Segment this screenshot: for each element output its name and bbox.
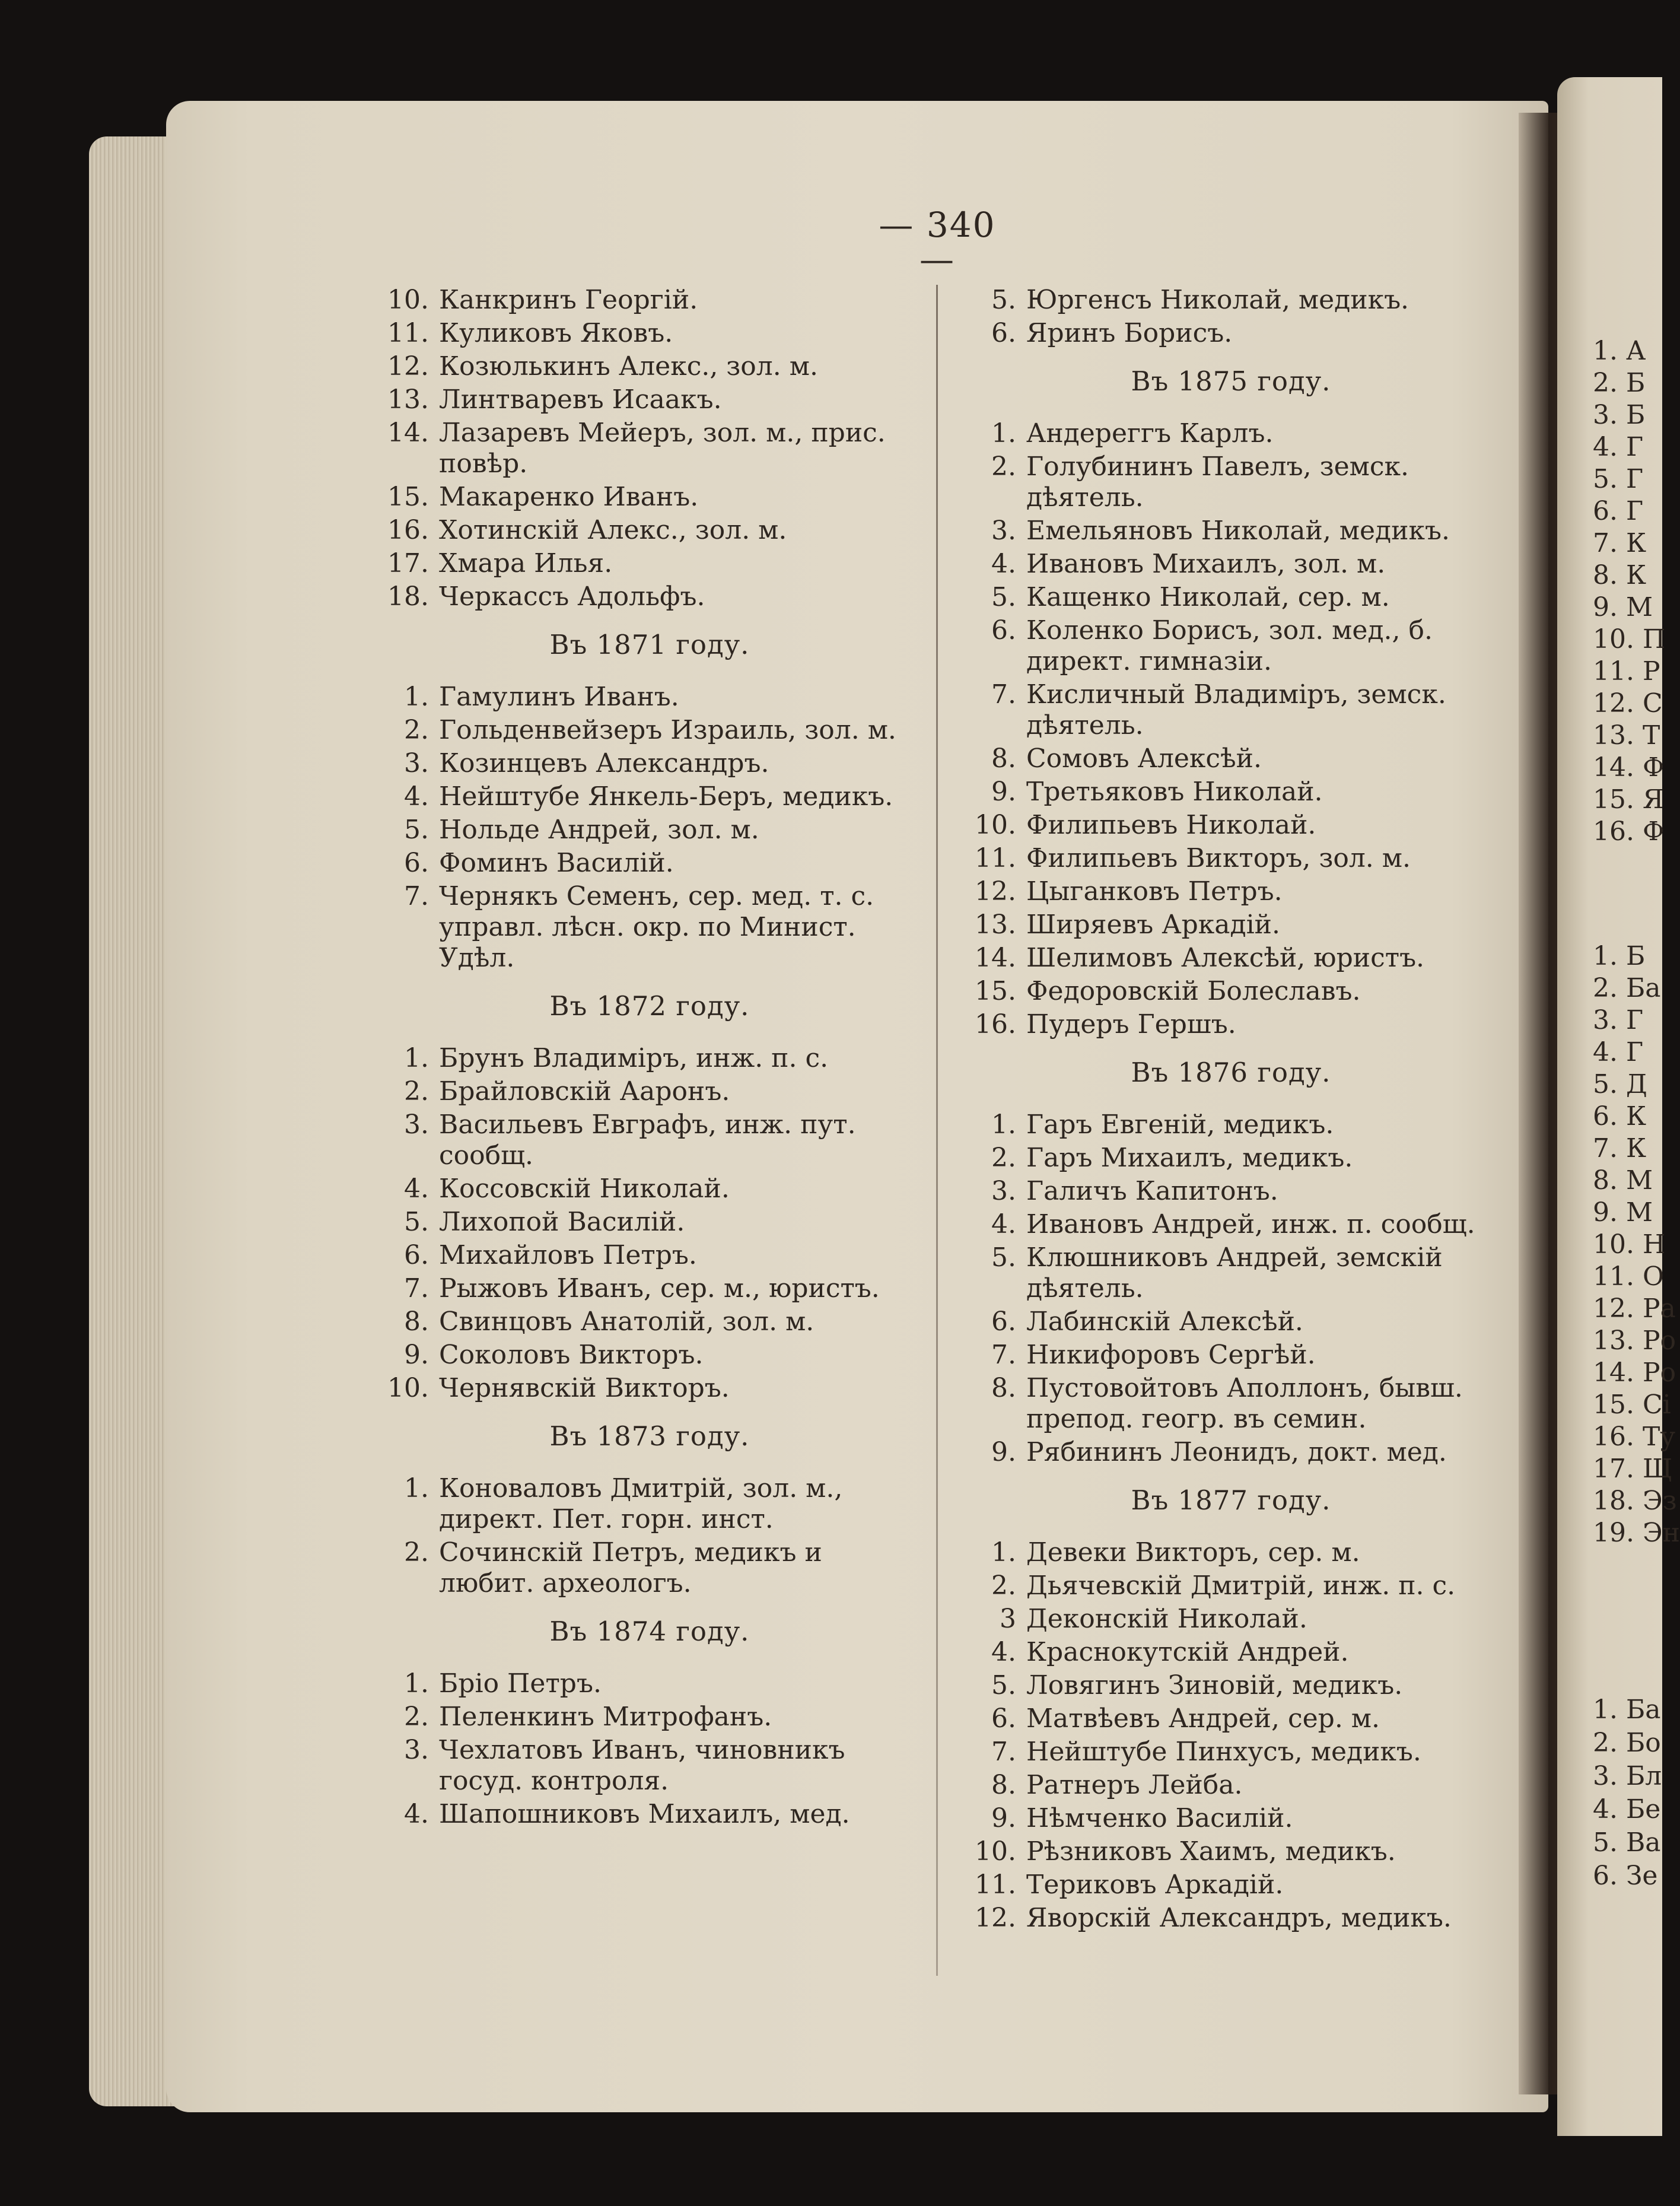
entry-text: Рябининъ Леонидъ, докт. мед. bbox=[1026, 1437, 1447, 1467]
list-item bbox=[383, 1735, 917, 1797]
entry-text: Никифоровъ Сергѣй. bbox=[1026, 1340, 1316, 1370]
entry-number: 3. bbox=[404, 1735, 429, 1765]
entry-number: 1. bbox=[404, 1043, 429, 1073]
next-page-text: 15. Я bbox=[1593, 784, 1664, 815]
entry-number: 6. bbox=[404, 1240, 429, 1270]
list-item bbox=[970, 549, 1492, 580]
list-item bbox=[970, 810, 1492, 841]
column-rule bbox=[936, 285, 938, 1976]
next-page-text: 12. Ра bbox=[1593, 1293, 1676, 1324]
entry-number: 5. bbox=[991, 582, 1016, 612]
list-item bbox=[970, 1242, 1492, 1304]
entry-text: Лазаревъ Мейеръ, зол. м., прис. повѣр. bbox=[439, 418, 886, 479]
next-page-text: 10. Н bbox=[1593, 1229, 1666, 1260]
entry-text: Нольде Андрей, зол. м. bbox=[439, 815, 759, 845]
list-item bbox=[970, 1110, 1492, 1140]
list-item bbox=[383, 351, 917, 382]
entry-number: 3. bbox=[404, 1110, 429, 1140]
entry-number: 4. bbox=[404, 1174, 429, 1204]
list-item bbox=[383, 418, 917, 479]
next-page-text: 3. Б bbox=[1593, 400, 1646, 430]
list-item bbox=[970, 1176, 1492, 1207]
list-item bbox=[383, 581, 917, 612]
entry-text: Девеки Викторъ, сер. м. bbox=[1026, 1537, 1360, 1568]
entry-number: 10. bbox=[975, 1836, 1016, 1867]
entry-text: Ивановъ Михаилъ, зол. м. bbox=[1026, 549, 1386, 579]
entry-text: Брайловскій Ааронъ. bbox=[439, 1076, 730, 1107]
entry-text: Третьяковъ Николай. bbox=[1026, 777, 1323, 807]
entry-text: Гамулинъ Иванъ. bbox=[439, 682, 679, 712]
entry-number: 12. bbox=[975, 876, 1016, 907]
next-page-text: 4. Г bbox=[1593, 1037, 1644, 1067]
entry-number: 1. bbox=[991, 1110, 1016, 1140]
list-item bbox=[383, 1043, 917, 1074]
list-item bbox=[970, 843, 1492, 874]
next-page-text: 1. А bbox=[1593, 336, 1646, 366]
next-page-text: 2. Б bbox=[1593, 368, 1646, 398]
list-item bbox=[970, 1209, 1492, 1240]
entry-number: 2. bbox=[991, 452, 1016, 482]
entry-number: 6. bbox=[404, 848, 429, 878]
entry-text: Гольденвейзеръ Израиль, зол. м. bbox=[439, 715, 896, 745]
entry-number: 9. bbox=[991, 1803, 1016, 1833]
entry-text: Лабинскій Алексѣй. bbox=[1026, 1307, 1303, 1337]
entry-number: 9. bbox=[404, 1340, 429, 1370]
list-item bbox=[383, 1702, 917, 1733]
entry-number: 8. bbox=[991, 1373, 1016, 1403]
next-page-text: 6. К bbox=[1593, 1101, 1647, 1131]
entry-number: 15. bbox=[975, 976, 1016, 1006]
year-heading: Въ 1872 году. bbox=[549, 990, 750, 1022]
next-page-text: 5. Д bbox=[1593, 1069, 1647, 1099]
entry-text: Ловягинъ Зиновій, медикъ. bbox=[1026, 1670, 1403, 1700]
entry-text: Лихопой Василій. bbox=[439, 1207, 685, 1237]
entry-number: 9. bbox=[991, 777, 1016, 807]
next-page-text: 12. С bbox=[1593, 688, 1663, 719]
right-column bbox=[970, 285, 1492, 1936]
entry-text: Михайловъ Петръ. bbox=[439, 1240, 697, 1270]
list-item bbox=[970, 1737, 1492, 1768]
list-item bbox=[970, 743, 1492, 774]
entry-number: 1. bbox=[404, 682, 429, 712]
list-item bbox=[383, 748, 917, 779]
entry-text: Филипьевъ Николай. bbox=[1026, 810, 1316, 840]
list-item bbox=[383, 1373, 917, 1404]
list-item bbox=[970, 1836, 1492, 1867]
entry-text: Федоровскій Болеславъ. bbox=[1026, 976, 1361, 1006]
list-item bbox=[970, 1803, 1492, 1834]
list-item bbox=[383, 815, 917, 845]
entry-number: 8. bbox=[991, 743, 1016, 774]
list-item bbox=[970, 452, 1492, 513]
list-item bbox=[970, 582, 1492, 613]
entry-number: 5. bbox=[991, 1242, 1016, 1273]
entry-text: Ширяевъ Аркадій. bbox=[1026, 910, 1280, 940]
entry-number: 4. bbox=[404, 781, 429, 812]
entry-number: 10. bbox=[387, 1373, 429, 1403]
list-item bbox=[970, 777, 1492, 808]
entry-text: Брунъ Владиміръ, инж. п. с. bbox=[439, 1043, 829, 1073]
entry-number: 15. bbox=[387, 482, 429, 512]
entry-number: 16. bbox=[975, 1009, 1016, 1040]
list-item bbox=[970, 1903, 1492, 1934]
next-page-text: 7. К bbox=[1593, 528, 1647, 558]
list-item bbox=[970, 285, 1492, 316]
entry-number: 1. bbox=[991, 418, 1016, 449]
entry-text: Коноваловъ Дмитрій, зол. м., директ. Пет. горн. инст. bbox=[439, 1473, 843, 1534]
entry-text: Краснокутскій Андрей. bbox=[1026, 1637, 1349, 1667]
entry-number: 11. bbox=[975, 843, 1016, 873]
entry-text: Чернявскій Викторъ. bbox=[439, 1373, 730, 1403]
year-heading: Въ 1877 году. bbox=[1131, 1485, 1331, 1516]
list-item bbox=[383, 1537, 917, 1599]
entry-text: Галичъ Капитонъ. bbox=[1026, 1176, 1278, 1206]
entry-text: Макаренко Иванъ. bbox=[439, 482, 699, 512]
next-page-text: 16. Ту bbox=[1593, 1422, 1676, 1452]
list-item bbox=[970, 1537, 1492, 1568]
entry-text: Голубининъ Павелъ, земск. дѣятель. bbox=[1026, 452, 1409, 513]
list-item bbox=[970, 318, 1492, 349]
entry-text: Нейштубе Янкель-Беръ, медикъ. bbox=[439, 781, 893, 812]
entry-text: Клюшниковъ Андрей, земскій дѣятель. bbox=[1026, 1242, 1443, 1304]
next-page-text: 19. Эн bbox=[1593, 1518, 1680, 1548]
entry-number: 4. bbox=[991, 1637, 1016, 1667]
list-item bbox=[383, 548, 917, 579]
next-page-text: 15. Сі bbox=[1593, 1390, 1671, 1420]
list-item bbox=[383, 1307, 917, 1337]
entry-number: 6. bbox=[991, 318, 1016, 348]
entry-text: Нейштубе Пинхусъ, медикъ. bbox=[1026, 1737, 1421, 1767]
entry-number: 3. bbox=[404, 748, 429, 778]
list-item bbox=[970, 516, 1492, 546]
list-item bbox=[383, 1110, 917, 1171]
entry-number: 1. bbox=[404, 1668, 429, 1699]
entry-number: 7. bbox=[991, 1340, 1016, 1370]
next-page-text: 5. Ва bbox=[1593, 1827, 1661, 1858]
entry-text: Чехлатовъ Иванъ, чиновникъ госуд. контроля. bbox=[439, 1735, 845, 1796]
next-page-text: 10. П bbox=[1593, 624, 1666, 654]
next-page-text: 9. М bbox=[1593, 1197, 1653, 1228]
list-item bbox=[383, 1668, 917, 1699]
list-item bbox=[383, 1799, 917, 1830]
entry-number: 12. bbox=[975, 1903, 1016, 1933]
year-heading: Въ 1875 году. bbox=[1131, 365, 1331, 397]
entry-number: 11. bbox=[387, 318, 429, 348]
entry-number: 11. bbox=[975, 1870, 1016, 1900]
entry-text: Пеленкинъ Митрофанъ. bbox=[439, 1702, 772, 1732]
list-item bbox=[970, 418, 1492, 449]
entry-text: Рѣзниковъ Хаимъ, медикъ. bbox=[1026, 1836, 1396, 1867]
entry-number: 8. bbox=[404, 1307, 429, 1337]
entry-text: Цыганковъ Петръ. bbox=[1026, 876, 1283, 907]
entry-text: Гаръ Михаилъ, медикъ. bbox=[1026, 1143, 1353, 1173]
next-page-text: 18. Эз bbox=[1593, 1486, 1677, 1516]
entry-number: 2. bbox=[404, 1076, 429, 1107]
list-item bbox=[383, 848, 917, 879]
entry-number: 2. bbox=[991, 1571, 1016, 1601]
next-page-text: 5. Г bbox=[1593, 464, 1644, 494]
list-item bbox=[970, 615, 1492, 677]
next-page-text: 7. К bbox=[1593, 1133, 1647, 1164]
entry-number: 1. bbox=[404, 1473, 429, 1503]
list-item bbox=[970, 1870, 1492, 1900]
list-item bbox=[970, 1143, 1492, 1174]
entry-number: 2. bbox=[404, 1702, 429, 1732]
next-page-text: 6. Г bbox=[1593, 496, 1644, 526]
next-page-text: 13. Ро bbox=[1593, 1325, 1676, 1356]
entry-number: 4. bbox=[991, 549, 1016, 579]
entry-text: Матвѣевъ Андрей, сер. м. bbox=[1026, 1703, 1380, 1734]
entry-text: Линтваревъ Исаакъ. bbox=[439, 384, 722, 415]
entry-text: Филипьевъ Викторъ, зол. м. bbox=[1026, 843, 1411, 873]
entry-number: 4. bbox=[404, 1799, 429, 1829]
entry-text: Сочинскій Петръ, медикъ и любит. археологъ. bbox=[439, 1537, 822, 1598]
entry-text: Коссовскій Николай. bbox=[439, 1174, 730, 1204]
entry-text: Деконскій Николай. bbox=[1026, 1604, 1307, 1634]
entry-number: 13. bbox=[975, 910, 1016, 940]
next-page-text: 1. Ба bbox=[1593, 1695, 1661, 1725]
list-item bbox=[383, 384, 917, 415]
entry-number: 14. bbox=[975, 943, 1016, 973]
list-item bbox=[383, 881, 917, 974]
list-item bbox=[970, 1670, 1492, 1701]
next-page-text: 2. Ба bbox=[1593, 973, 1661, 1003]
list-item bbox=[383, 1340, 917, 1371]
list-item bbox=[383, 781, 917, 812]
next-page-text: 8. К bbox=[1593, 560, 1647, 590]
entry-text: Яворскій Александръ, медикъ. bbox=[1026, 1903, 1452, 1933]
entry-text: Пустовойтовъ Аполлонъ, бывш. препод. геогр. въ семин. bbox=[1026, 1373, 1463, 1434]
list-item bbox=[383, 1076, 917, 1107]
list-item bbox=[970, 679, 1492, 741]
next-page-text: 3. Г bbox=[1593, 1005, 1644, 1035]
next-page-fragment bbox=[1557, 77, 1680, 2136]
entry-number: 2. bbox=[404, 1537, 429, 1568]
entry-number: 6. bbox=[991, 615, 1016, 646]
year-heading: Въ 1876 году. bbox=[1131, 1057, 1331, 1088]
list-item bbox=[970, 1571, 1492, 1601]
list-item bbox=[970, 1703, 1492, 1734]
entry-number: 4. bbox=[991, 1209, 1016, 1239]
entry-text: Бріо Петръ. bbox=[439, 1668, 602, 1699]
page-edges bbox=[89, 136, 178, 2106]
next-page-text: 13. Т bbox=[1593, 720, 1660, 751]
entry-text: Козюлькинъ Алекс., зол. м. bbox=[439, 351, 818, 382]
page-number: — 340 — bbox=[879, 205, 996, 279]
list-item bbox=[383, 318, 917, 349]
entry-text: Черкассъ Адольфъ. bbox=[439, 581, 705, 612]
entry-number: 17. bbox=[387, 548, 429, 578]
entry-number: 10. bbox=[387, 285, 429, 315]
entry-number: 5. bbox=[991, 285, 1016, 315]
list-item bbox=[383, 715, 917, 746]
entry-text: Ратнеръ Лейба. bbox=[1026, 1770, 1243, 1800]
entry-number: 7. bbox=[404, 881, 429, 911]
entry-text: Кащенко Николай, сер. м. bbox=[1026, 582, 1390, 612]
list-item bbox=[383, 1174, 917, 1204]
entry-text: Пудеръ Гершъ. bbox=[1026, 1009, 1236, 1040]
list-item bbox=[970, 1637, 1492, 1668]
entry-number: 3. bbox=[991, 1176, 1016, 1206]
entry-text: Соколовъ Викторъ. bbox=[439, 1340, 704, 1370]
list-item bbox=[970, 1437, 1492, 1468]
entry-number: 7. bbox=[991, 1737, 1016, 1767]
list-item bbox=[383, 1273, 917, 1304]
entry-text: Куликовъ Яковъ. bbox=[439, 318, 673, 348]
entry-text: Чернякъ Семенъ, сер. мед. т. с. управл. лѣсн. окр. по Минист. Удѣл. bbox=[439, 881, 874, 973]
entry-number: 8. bbox=[991, 1770, 1016, 1800]
entry-text: Канкринъ Георгій. bbox=[439, 285, 698, 315]
entry-number: 5. bbox=[404, 1207, 429, 1237]
next-page-text: 4. Бе bbox=[1593, 1794, 1661, 1824]
entry-number: 2. bbox=[991, 1143, 1016, 1173]
list-item bbox=[383, 682, 917, 713]
entry-number: 1. bbox=[991, 1537, 1016, 1568]
list-item bbox=[383, 1473, 917, 1535]
entry-text: Андереггъ Карлъ. bbox=[1026, 418, 1274, 449]
entry-number: 10. bbox=[975, 810, 1016, 840]
list-item bbox=[970, 1373, 1492, 1435]
entry-text: Нѣмченко Василій. bbox=[1026, 1803, 1293, 1833]
list-item bbox=[970, 910, 1492, 940]
next-page-text: 11. О bbox=[1593, 1261, 1665, 1292]
entry-text: Гаръ Евгеній, медикъ. bbox=[1026, 1110, 1334, 1140]
entry-number: 5. bbox=[991, 1670, 1016, 1700]
entry-text: Свинцовъ Анатолій, зол. м. bbox=[439, 1307, 814, 1337]
entry-text: Сомовъ Алексѣй. bbox=[1026, 743, 1262, 774]
entry-text: Хотинскій Алекс., зол. м. bbox=[439, 515, 787, 545]
entry-number: 7. bbox=[404, 1273, 429, 1304]
entry-number: 5. bbox=[404, 815, 429, 845]
next-page-text: 1. Б bbox=[1593, 941, 1646, 971]
entry-number: 14. bbox=[387, 418, 429, 448]
list-item bbox=[970, 1770, 1492, 1801]
entry-text: Васильевъ Евграфъ, инж. пут. сообщ. bbox=[439, 1110, 856, 1171]
list-item bbox=[970, 1307, 1492, 1337]
entry-number: 16. bbox=[387, 515, 429, 545]
entry-text: Яринъ Борисъ. bbox=[1026, 318, 1233, 348]
next-page-text: 17. Щ bbox=[1593, 1454, 1673, 1484]
list-item bbox=[383, 1240, 917, 1271]
next-page-text: 16. Ф bbox=[1593, 816, 1665, 847]
list-item bbox=[383, 1207, 917, 1238]
entry-text: Дьячевскій Дмитрій, инж. п. с. bbox=[1026, 1571, 1456, 1601]
next-page-text: 8. М bbox=[1593, 1165, 1653, 1196]
next-page-text: 14. Ро bbox=[1593, 1358, 1676, 1388]
entry-number: 9. bbox=[991, 1437, 1016, 1467]
entry-text: Козинцевъ Александръ. bbox=[439, 748, 769, 778]
entry-number: 3. bbox=[991, 516, 1016, 546]
list-item bbox=[970, 876, 1492, 907]
left-column bbox=[383, 285, 917, 1832]
entry-number: 18. bbox=[387, 581, 429, 612]
entry-text: Шелимовъ Алексѣй, юристъ. bbox=[1026, 943, 1425, 973]
list-item bbox=[383, 285, 917, 316]
entry-number: 2. bbox=[404, 715, 429, 745]
entry-text: Териковъ Аркадій. bbox=[1026, 1870, 1284, 1900]
entry-text: Ивановъ Андрей, инж. п. сообщ. bbox=[1026, 1209, 1475, 1239]
list-item bbox=[970, 976, 1492, 1007]
entry-text: Коленко Борисъ, зол. мед., б. директ. гимназіи. bbox=[1026, 615, 1433, 676]
entry-text: Юргенсъ Николай, медикъ. bbox=[1026, 285, 1409, 315]
next-page-text: 14. Ф bbox=[1593, 752, 1665, 783]
entry-text: Фоминъ Василій. bbox=[439, 848, 674, 878]
list-item bbox=[970, 1009, 1492, 1040]
next-page-text: 11. Р bbox=[1593, 656, 1660, 686]
entry-number: 6. bbox=[991, 1307, 1016, 1337]
entry-text: Емельяновъ Николай, медикъ. bbox=[1026, 516, 1450, 546]
list-item bbox=[383, 515, 917, 546]
list-item bbox=[970, 1604, 1492, 1635]
year-heading: Въ 1871 году. bbox=[549, 629, 750, 660]
entry-text: Шапошниковъ Михаилъ, мед. bbox=[439, 1799, 850, 1829]
year-heading: Въ 1874 году. bbox=[549, 1616, 750, 1647]
year-heading: Въ 1873 году. bbox=[549, 1420, 750, 1452]
next-page-text: 9. М bbox=[1593, 592, 1653, 622]
next-page-text: 4. Г bbox=[1593, 432, 1644, 462]
entry-text: Рыжовъ Иванъ, сер. м., юристъ. bbox=[439, 1273, 880, 1304]
list-item bbox=[970, 1340, 1492, 1371]
next-page-text: 3. Бл bbox=[1593, 1761, 1662, 1791]
entry-text: Кисличный Владиміръ, земск. дѣятель. bbox=[1026, 679, 1446, 740]
next-page-text: 2. Бо bbox=[1593, 1728, 1661, 1758]
entry-number: 12. bbox=[387, 351, 429, 382]
next-page-text: 6. Зе bbox=[1593, 1861, 1658, 1891]
entry-text: Хмара Илья. bbox=[439, 548, 613, 578]
entry-number: 13. bbox=[387, 384, 429, 415]
entry-number: 7. bbox=[991, 679, 1016, 710]
list-item bbox=[383, 482, 917, 513]
list-item bbox=[970, 943, 1492, 974]
entry-number: 6. bbox=[991, 1703, 1016, 1734]
entry-number: 3 bbox=[1000, 1604, 1016, 1634]
